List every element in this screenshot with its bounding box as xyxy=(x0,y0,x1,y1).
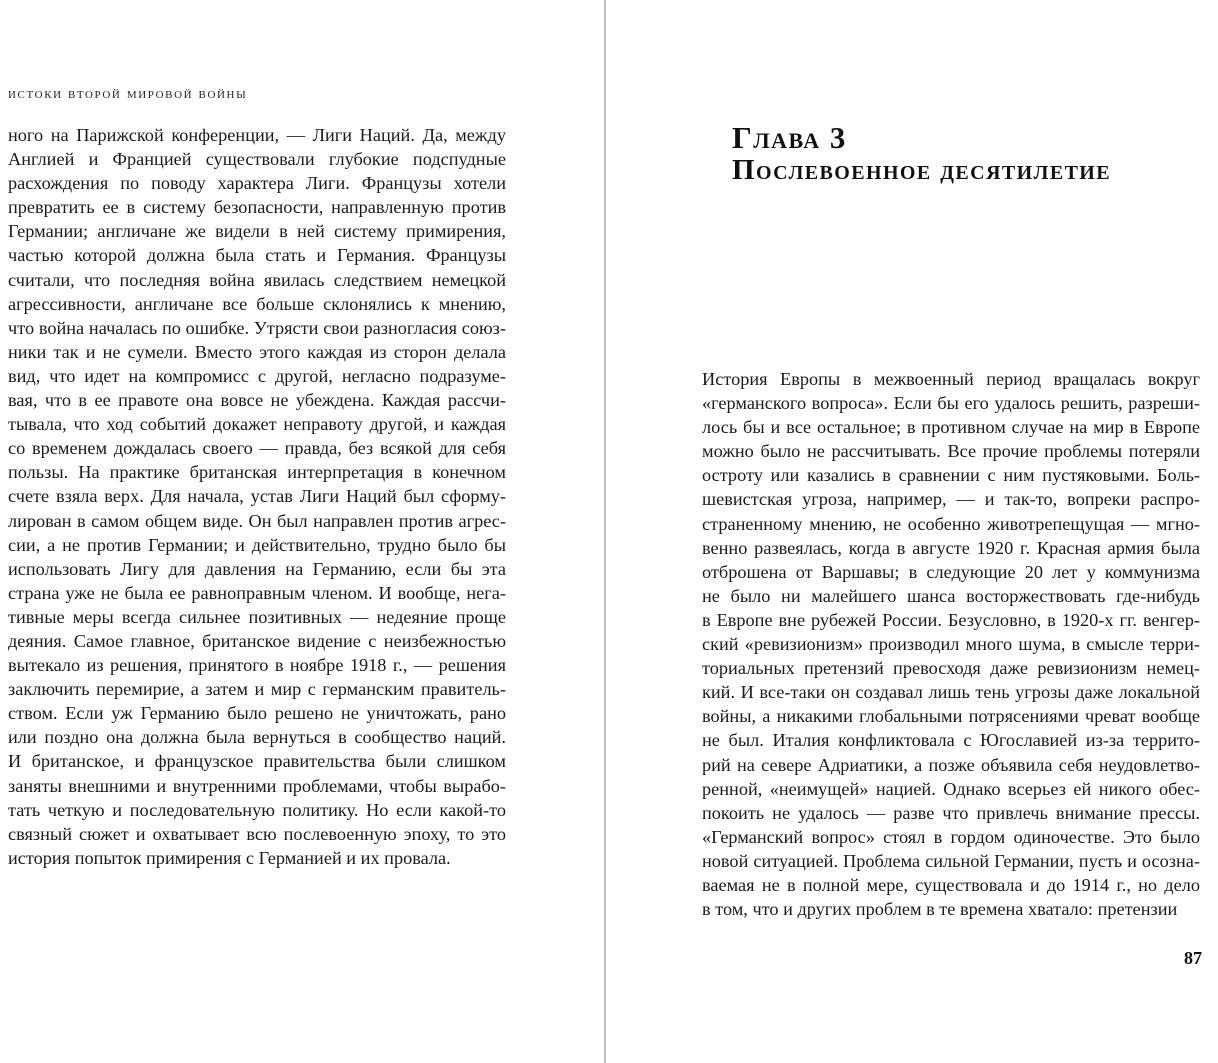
text-line: новой ситуацией. Проблема сильной Германии, пусть и осозна- xyxy=(702,850,1200,871)
text-line: покоить не удалось — разве что привлечь внимание прессы. xyxy=(702,802,1200,823)
text-line: ники так и не сумели. Вместо этого каждая из сторон делала xyxy=(8,341,506,362)
text-line: страненному мнению, не особенно животрепещущая — мгно- xyxy=(702,513,1200,534)
text-line: или поздно она должна была вернуться в сообщество наций. xyxy=(8,727,506,748)
text-line: использовать Лигу для давления на Германию, если бы эта xyxy=(8,558,506,579)
text-line: лось бы и все остальное; в противном случае на мир в Европе xyxy=(702,417,1200,438)
text-line: вид, что идет на компромисс с другой, негласно подразуме- xyxy=(8,365,506,386)
text-line: рий на севере Адриатики, а позже объявила себя неудовлетво- xyxy=(702,754,1200,775)
chapter-number: Глава 3 xyxy=(732,120,847,155)
text-line: не был. Италия конфликтовала с Югославией из-за террито- xyxy=(702,730,1200,751)
text-line: считали, что последняя война явилась следствием немецкой xyxy=(8,269,506,290)
text-line: страна уже не была ее равноправным членом. И вообще, нега- xyxy=(8,582,506,603)
text-line: «Германский вопрос» стоял в гордом одиночестве. Это было xyxy=(702,826,1200,847)
page-number: 87 xyxy=(1184,948,1202,968)
text-line: вая, что в ее правоте она вовсе не убеждена. Каждая рассчи- xyxy=(8,390,506,411)
text-line: ренной, «неимущей» нацией. Однако всерьез ей никого обес- xyxy=(702,778,1200,799)
text-line: не было ни малейшего шанса восторжествовать где-нибудь xyxy=(702,585,1200,606)
text-line: ного на Парижской конференции, — Лиги Наций. Да, между xyxy=(8,125,506,145)
text-line: в том, что и других проблем в те времена хватало: претензии xyxy=(702,899,1178,920)
text-line: венно развеялась, когда в августе 1920 г. Красная армия была xyxy=(702,537,1200,558)
text-line: пользы. На практике британская интерпретация в конечном xyxy=(8,462,506,483)
text-line: частью которой должна была стать и Германия. Французы xyxy=(8,245,506,266)
text-line: связный сюжет и охватывает всю послевоенную эпоху, то это xyxy=(8,823,506,844)
text-line: ством. Если уж Германию было решено не уничтожать, рано xyxy=(8,703,506,724)
chapter-title: Послевоенное десятилетие xyxy=(732,154,1112,186)
right-page-body-text xyxy=(702,367,1200,921)
text-line: ский «ревизионизм» производил много шума, в смысле терри- xyxy=(702,634,1200,655)
text-line: ваемая не в полной мере, существовала и до 1914 г., но дело xyxy=(702,874,1200,895)
text-line: превратить ее в систему безопасности, направленную против xyxy=(8,197,506,218)
text-line: тать четкую и последовательную политику. Но если какой-то xyxy=(8,799,506,820)
text-line: история попыток примирения с Германией и их провала. xyxy=(8,847,451,868)
text-line: в Европе вне рубежей России. Безусловно, в 1920-х гг. венгер- xyxy=(702,609,1200,630)
text-line: войны, а никакими глобальными потрясениями чреват вообще xyxy=(702,706,1200,727)
text-line: счете взяла верх. Для начала, устав Лиги Наций был сформу- xyxy=(8,486,506,507)
text-line: Германии; англичане же видели в ней систему примирения, xyxy=(8,221,506,242)
text-line: лирован в самом общем виде. Он был направлен против агрес- xyxy=(8,510,506,531)
text-line: И британское, и французское правительства были слишком xyxy=(8,751,506,772)
text-line: остроту или казались в сравнении с ним пустяковыми. Боль- xyxy=(702,465,1200,486)
text-line: тивные меры всегда сильнее позитивных — недеяние проще xyxy=(8,606,506,627)
text-line: деяния. Самое главное, британское видение с неизбежностью xyxy=(8,630,506,651)
text-line: шевистская угроза, например, — и так-то, вопреки распро- xyxy=(702,489,1200,510)
text-line: История Европы в межвоенный период вращалась вокруг xyxy=(702,369,1200,389)
text-line: вытекало из решения, принятого в ноябре 1918 г., — решения xyxy=(8,655,506,676)
text-line: заняты внешними и внутренними проблемами, чтобы вырабо- xyxy=(8,775,506,796)
text-line: что война началась по ошибке. Утрясти свои разногласия союз- xyxy=(8,317,506,338)
text-line: заключить перемирие, а затем и мир с германским правитель- xyxy=(8,679,506,700)
text-line: тывала, что ход событий докажет неправоту другой, и каждая xyxy=(8,414,506,435)
running-header: истоки второй мировой войны xyxy=(8,86,248,102)
text-line: Англией и Францией существовали глубокие подспудные xyxy=(8,149,506,170)
text-line: со временем дождалась своего — правда, без всякой для себя xyxy=(8,438,506,459)
left-page xyxy=(0,0,604,1063)
text-line: расхождения по поводу характера Лиги. Французы хотели xyxy=(8,173,506,194)
text-line: можно было не рассчитывать. Все прочие проблемы потеряли xyxy=(702,441,1200,462)
text-line: кий. И все-таки он создавал лишь тень угрозы даже локальной xyxy=(702,682,1200,703)
text-line: «германского вопроса». Если бы его удалось решить, разреши- xyxy=(702,393,1200,414)
left-page-body-text xyxy=(8,123,506,870)
text-line: отброшена от Варшавы; в следующие 20 лет у коммунизма xyxy=(702,561,1200,582)
text-line: ториальных претензий превосходя даже ревизионизм немец- xyxy=(702,658,1200,679)
text-line: агрессивности, англичане все больше склонялись к мнению, xyxy=(8,293,506,314)
right-page xyxy=(606,0,1218,1063)
text-line: сии, а не против Германии; и действительно, трудно было бы xyxy=(8,534,506,555)
